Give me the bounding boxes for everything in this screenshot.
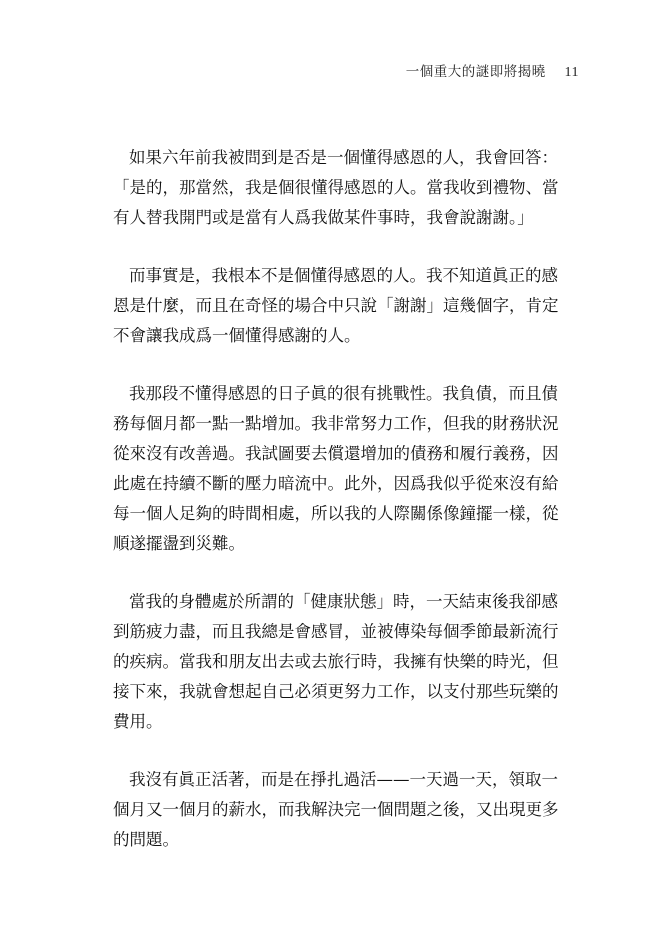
text-line: 而事實是，我根本不是個懂得感恩的人。我不知道眞正的感 — [129, 266, 558, 285]
text-line: 此處在持續不斷的壓力暗流中。此外，因爲我似乎從來沒有給 — [113, 474, 559, 493]
text-line: 從來沒有改善過。我試圖要去償還增加的債務和履行義務，因 — [113, 444, 559, 463]
text-line: 每一個人足夠的時間相處，所以我的人際關係像鐘擺一樣，從 — [113, 504, 559, 523]
paragraph — [113, 261, 573, 351]
text-line: 個月又一個月的薪水，而我解決完一個問題之後，又出現更多 — [113, 800, 559, 819]
text-line: 如果六年前我被問到是否是一個懂得感恩的人，我會回答： — [129, 148, 558, 167]
page-number: 11 — [564, 65, 579, 80]
body-text — [113, 143, 573, 883]
text-line: 有人替我開門或是當有人爲我做某件事時，我會說謝謝。」 — [113, 208, 534, 227]
text-line: 順遂擺盪到災難。 — [113, 534, 245, 553]
running-header — [406, 60, 579, 81]
text-line: 我沒有眞正活著，而是在掙扎過活——一天過一天，領取一 — [129, 770, 558, 789]
text-line: 到筋疲力盡，而且我總是會感冒，並被傳染每個季節最新流行 — [113, 622, 559, 641]
text-line: 的問題。 — [113, 830, 179, 849]
text-line: 「是的，那當然，我是個很懂得感恩的人。當我收到禮物、當 — [113, 178, 559, 197]
text-line: 我那段不懂得感恩的日子眞的很有挑戰性。我負債，而且債 — [129, 384, 558, 403]
text-line: 接下來，我就會想起自己必須更努力工作，以支付那些玩樂的 — [113, 682, 559, 701]
text-line: 費用。 — [113, 712, 163, 731]
text-line: 恩是什麼，而且在奇怪的場合中只說「謝謝」這幾個字，肯定 — [113, 296, 559, 315]
paragraph — [113, 379, 573, 559]
text-line: 的疾病。當我和朋友出去或去旅行時，我擁有快樂的時光，但 — [113, 652, 559, 671]
paragraph — [113, 587, 573, 737]
paragraph — [113, 765, 573, 855]
text-line: 不會讓我成爲一個懂得感謝的人。 — [113, 326, 361, 345]
text-line: 務每個月都一點一點增加。我非常努力工作，但我的財務狀況 — [113, 414, 559, 433]
text-line: 當我的身體處於所謂的「健康狀態」時，一天結束後我卻感 — [129, 592, 558, 611]
paragraph — [113, 143, 573, 233]
chapter-title: 一個重大的謎即將揭曉 — [405, 64, 546, 80]
